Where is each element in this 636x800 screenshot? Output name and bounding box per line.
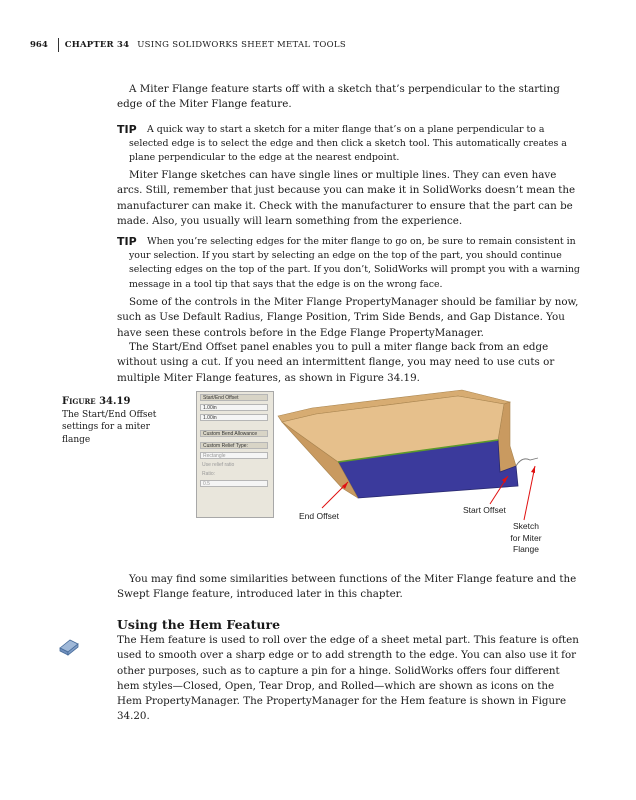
- tip-label: TIP: [117, 123, 137, 136]
- end-offset-label: End Offset: [299, 511, 340, 521]
- use-relief-ratio-checkbox[interactable]: Use relief ratio: [202, 462, 235, 468]
- chapter-label: CHAPTER 34: [64, 40, 130, 50]
- paragraph-4: The Start/End Offset panel enables you to pull a miter flange back from an edge without using a cut. If you need an intermittent flange, you may need to use cuts or multiple Miter Flange features, as shown in Figure 34.19.: [117, 341, 555, 384]
- sketch-label-line-3: Flange: [513, 544, 539, 554]
- start-offset-label: Start Offset: [463, 505, 506, 515]
- custom-bend-allowance-section[interactable]: Custom Bend Allowance: [200, 430, 268, 437]
- chapter-title: USING SOLIDWORKS SHEET METAL TOOLS: [137, 40, 346, 50]
- sketch-label-line-2: for Miter: [510, 532, 542, 543]
- relief-type-select[interactable]: Rectangle: [200, 452, 268, 459]
- custom-relief-type-section[interactable]: Custom Relief Type:: [200, 442, 268, 449]
- paragraph-1: A Miter Flange feature starts off with a sketch that’s perpendicular to the starting edge of the Miter Flange feature.: [117, 83, 560, 111]
- running-header: [30, 38, 346, 52]
- ratio-label: Ratio:: [202, 471, 216, 477]
- figure-label: Figure 34.19: [62, 396, 131, 407]
- start-end-offset-panel: [196, 391, 274, 518]
- sketch-arrowhead: [531, 466, 535, 473]
- panel-title: Start/End Offset: [200, 394, 268, 401]
- section-heading: Using the Hem Feature: [117, 617, 281, 632]
- paragraph-6: The Hem feature is used to roll over the edge of a sheet metal part. This feature is often used to smooth over a sharp edge or to add strength to the edge. You can also use it for other purposes, such as to capture a pin for a hinge. SolidWorks offers four different hem styles—Closed, Open, Tear Drop, and Rolled—which are shown as icons on the Hem PropertyManager. The PropertyManager for the Hem feature is shown in Figure 34.20.: [117, 634, 579, 723]
- paragraph-5: You may find some similarities between functions of the Miter Flange feature and the Swept Flange feature, introduced later in this chapter.: [117, 573, 577, 601]
- tip-label: TIP: [117, 235, 137, 248]
- figure-caption-text: The Start/End Offset settings for a miter flange: [62, 409, 157, 445]
- sketch-arrow: [524, 466, 535, 520]
- sketch-callout: [508, 521, 544, 556]
- sketch-line: [516, 458, 538, 466]
- figure-caption: [62, 396, 172, 446]
- sketch-label-line-1: Sketch: [513, 521, 539, 531]
- tip-2: [117, 235, 580, 292]
- paragraph-2: Miter Flange sketches can have single lines or multiple lines. They can even have arcs. Still, remember that just because you can make it in SolidWorks doesn’t mean the manufacturer can make it. Check with the manufacturer to ensure that the part can be made. Also, you usually will learn something from the experience.: [117, 169, 576, 227]
- header-divider: [58, 38, 59, 52]
- tip-2-text: When you’re selecting edges for the miter flange to go on, be sure to remain consistent in your selection. If you start by selecting an edge on the top of the part, you should continue selecting edges on the top of the part. If you don’t, SolidWorks will prompt you with a warning message in a tool tip that says that the edge is on the wrong face.: [129, 236, 580, 290]
- tip-1: [117, 123, 580, 166]
- paragraph-3: Some of the controls in the Miter Flange PropertyManager should be familiar by now, such as Use Default Radius, Flange Position, Trim Side Bends, and Gap Distance. You have seen these controls before in the Edge Flange PropertyManager.: [117, 296, 579, 339]
- ratio-field[interactable]: 0.5: [200, 480, 268, 487]
- page-number: 964: [30, 40, 48, 50]
- offset-end-field[interactable]: 1.00in: [200, 414, 268, 421]
- offset-start-field[interactable]: 1.00in: [200, 404, 268, 411]
- hem-tool-icon: [58, 636, 80, 656]
- tip-1-text: A quick way to start a sketch for a miter flange that’s on a plane perpendicular to a selected edge is to select the edge and then click a sketch tool. This automatically creates a plane perpendicular to the edge at the nearest endpoint.: [129, 124, 567, 164]
